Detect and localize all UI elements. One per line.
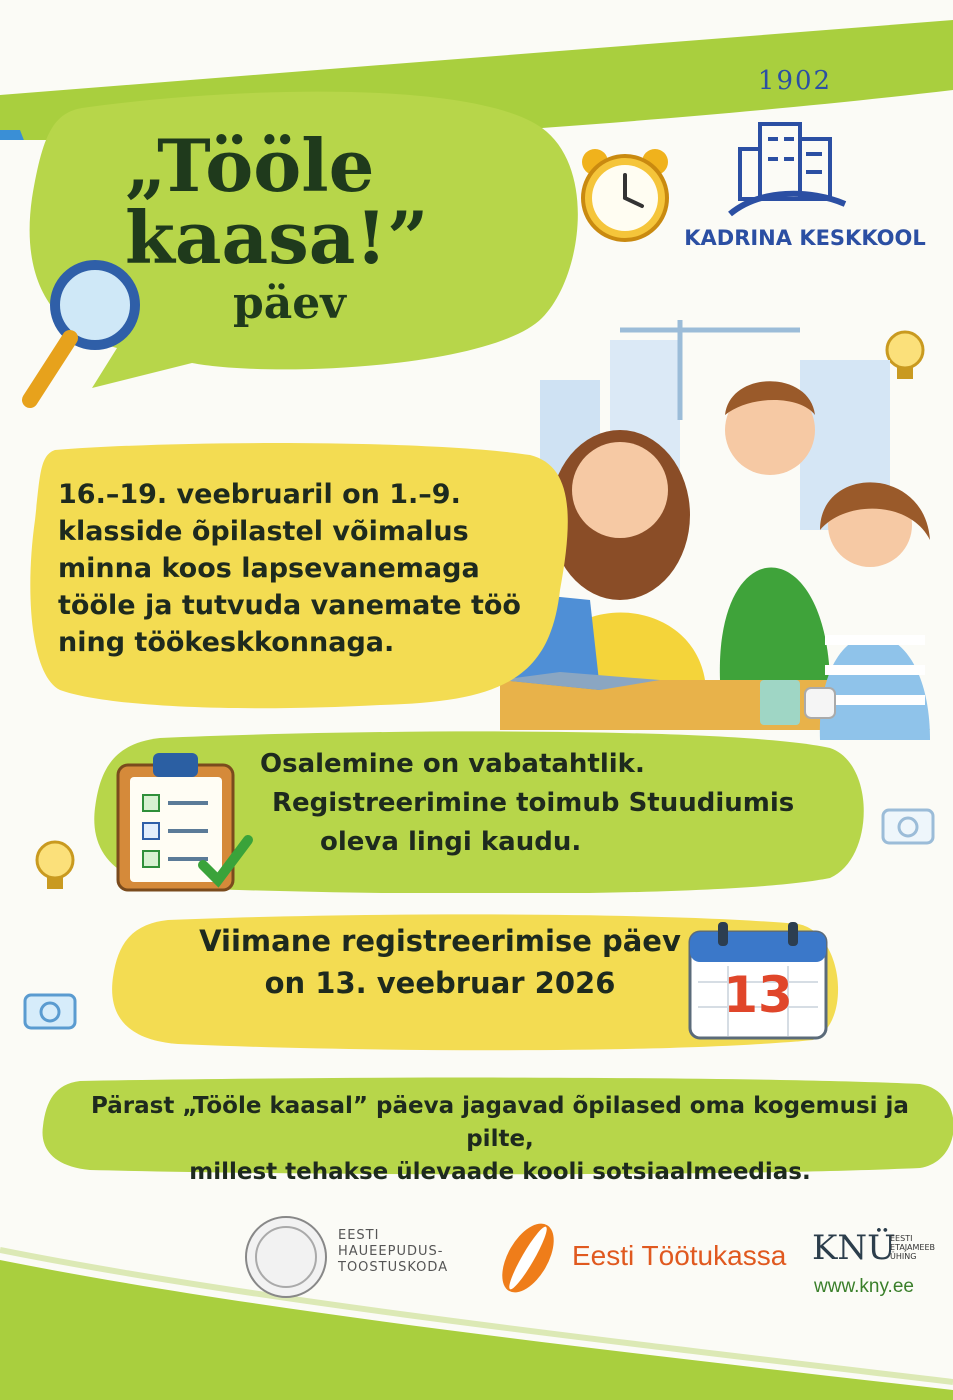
- clipboard-checklist-icon: [108, 745, 258, 895]
- deadline-line-2: on 13. veebruar 2026: [264, 966, 616, 1000]
- participation-line-2: Registreerimine toimub Stuudiumis: [272, 788, 795, 818]
- lightbulb-icon: [30, 835, 80, 905]
- afterwards-line-1: Pärast „Tööle kaasal” päeva jagavad õpilased oma kogemusi ja pilte,: [91, 1093, 909, 1152]
- school-building-icon: [720, 94, 850, 224]
- kny-small-line-2: ETAJAMEEB: [890, 1243, 935, 1252]
- afterwards-text: [60, 1090, 940, 1189]
- participation-line-3: oleva lingi kaudu.: [320, 827, 582, 857]
- school-name: KADRINA KESKKOOL: [684, 226, 926, 250]
- tootukassa-name: Eesti Töötukassa: [572, 1240, 787, 1271]
- school-founding-year: 1902: [757, 66, 833, 96]
- dates-info-text: 16.–19. veebruaril on 1.–9. klasside õpilastel võimalus minna koos lapsevanemaga tööle ja tutvuda vanemate töö ning töökeskkonnaga.: [58, 479, 521, 658]
- title-line-2: kaasa!”: [125, 195, 429, 280]
- kny-small-line-3: ÜHING: [890, 1252, 917, 1261]
- kny-small-line-1: EESTI: [890, 1234, 913, 1243]
- tootukassa-logo-icon: [488, 1218, 568, 1298]
- chamber-name-line-3: TOOSTUSKODA: [338, 1260, 449, 1275]
- magnifying-glass-icon: [10, 250, 140, 420]
- afterwards-line-2: millest tehakse ülevaade kooli sotsiaalmeedias.: [189, 1159, 811, 1185]
- kny-logo-small-text: [890, 1234, 935, 1261]
- calendar-icon: [688, 922, 828, 1042]
- camera-icon: [22, 985, 78, 1031]
- school-logo: [684, 66, 926, 276]
- calendar-day: 13: [723, 966, 793, 1024]
- chamber-name: [338, 1228, 448, 1276]
- chamber-name-line-2: HAUEEPUDUS-: [338, 1244, 444, 1259]
- event-title: [95, 123, 525, 334]
- kny-website-link[interactable]: www.kny.ee: [814, 1276, 914, 1297]
- bottom-green-swoosh: [0, 1240, 953, 1400]
- camera-icon: [880, 800, 936, 846]
- title-line-1: „Tööle: [125, 123, 375, 208]
- title-line-3: päev: [233, 278, 346, 329]
- participation-line-1: Osalemine on vabatahtlik.: [260, 749, 645, 779]
- chamber-seal-logo: [243, 1214, 329, 1300]
- deadline-line-1: Viimane registreerimise päev: [199, 924, 681, 958]
- deadline-text: [190, 920, 690, 1004]
- participation-text: [260, 745, 820, 862]
- chamber-name-line-1: EESTI: [338, 1228, 380, 1243]
- kny-logo-mark: KNÜ: [812, 1228, 896, 1268]
